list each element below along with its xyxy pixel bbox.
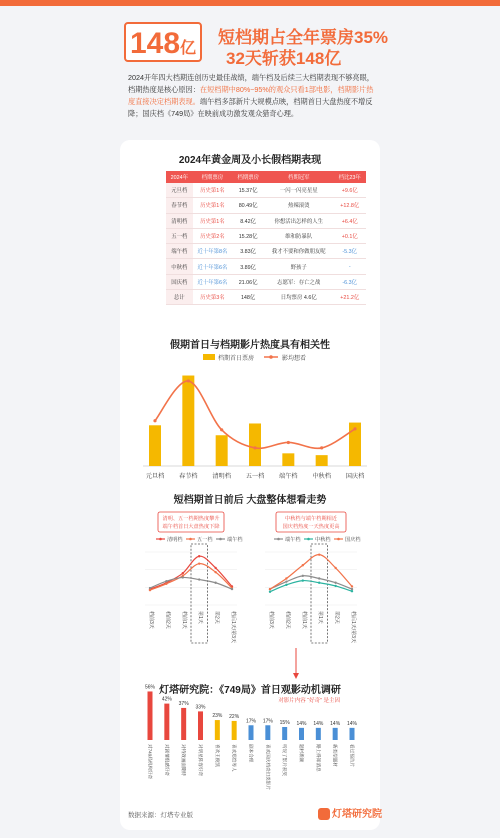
intro-highlight: 在短档期中80%~95%的观众只看1部电影，档期影片热度直接决定档期表现。 <box>128 85 374 106</box>
chart4-value-label: 37% <box>178 700 189 707</box>
chart1-x-tick: 国庆档 <box>345 473 365 480</box>
chart1-bar <box>249 423 261 466</box>
table-cell-box: 8.42亿 <box>232 213 264 228</box>
legend-marker <box>277 538 280 541</box>
series-point <box>302 564 304 566</box>
table-cell-box: 15.37亿 <box>232 183 264 198</box>
series-point <box>149 587 151 589</box>
chart1-title: 假期首日与档期影片热度具有相关性 <box>170 340 330 351</box>
table-cell-period: 中秋档 <box>166 259 193 274</box>
table-cell-rank: 历史第1名 <box>193 183 233 198</box>
table-cell-period: 元旦档 <box>166 183 193 198</box>
chart1-line-point <box>253 446 256 449</box>
legend-marker <box>159 538 162 541</box>
x-tick: 档前2天 <box>164 611 171 629</box>
x-tick: 档前3天 <box>268 611 274 629</box>
x-tick: 第2天 <box>213 611 220 624</box>
chart4-bar <box>198 711 203 740</box>
hero-unit: 亿 <box>180 40 197 57</box>
chart4-x-tick: 剧本合理 <box>248 744 254 763</box>
table-cell-rank: 历史第1名 <box>193 213 233 228</box>
table-header-cell: 档期票房 <box>232 171 264 183</box>
table-cell-period: 春节档 <box>166 198 193 213</box>
chart4-value-label: 14% <box>330 720 341 727</box>
x-tick: 档后1天/第3天 <box>230 611 236 643</box>
series-point <box>285 584 287 586</box>
table-cell-period: 国庆档 <box>166 274 193 289</box>
series-point <box>318 582 320 584</box>
chart4-title: 灯塔研究院：《749局》首日观影动机调研 <box>159 685 341 696</box>
x-tick: 第1天 <box>317 611 324 624</box>
annotation-text: 清明、五一档期热度攀升 <box>162 516 220 522</box>
chart4-bar <box>333 728 338 740</box>
chart4-x-tick: 新类型题材 <box>332 744 338 767</box>
table-cell-diff: +12.8亿 <box>333 198 366 213</box>
table-cell-rank: 历史第2名 <box>193 228 233 243</box>
connector-arrow-head <box>293 673 299 679</box>
series-point <box>334 585 336 587</box>
series-point <box>351 585 353 587</box>
chart1-bar <box>282 453 294 466</box>
table-cell-champion: 你想活出怎样的人生 <box>264 213 333 228</box>
chart1-bar <box>316 455 328 466</box>
chart4-bar <box>215 720 220 740</box>
chart1-x-tick: 五一档 <box>245 473 265 480</box>
chart1-line-point <box>220 428 223 431</box>
table-cell-rank: 历史第3名 <box>193 290 233 305</box>
chart4-value-label: 42% <box>161 696 172 703</box>
legend-label: 五一档 <box>197 537 213 543</box>
series-point <box>214 567 216 569</box>
chart1-line-point <box>353 427 356 430</box>
table-cell-diff: +9.6亿 <box>333 183 366 198</box>
chart4-x-tick: 对剧情很感好奇 <box>164 744 170 777</box>
series-point <box>269 591 271 593</box>
chart4-x-tick: 喜欢郑恺等人 <box>231 744 237 772</box>
chart4-annotation: 对影片内容 “好奇” 是主因 <box>278 698 340 704</box>
chart1-bar <box>149 425 161 466</box>
x-tick: 档前3天 <box>148 611 154 629</box>
table-cell-box: 80.49亿 <box>232 198 264 213</box>
legend-label-line: 影均想看 <box>282 356 307 362</box>
series-point <box>285 577 287 579</box>
series-point <box>165 583 167 585</box>
table-cell-rank: 近十年第6名 <box>193 274 233 289</box>
table-header-cell: 2024年 <box>166 171 193 183</box>
table-cell-diff: +6.4亿 <box>333 213 366 228</box>
series-point <box>198 555 200 557</box>
legend-label: 清明档 <box>167 537 183 543</box>
table-cell-box: 3.83亿 <box>232 244 264 259</box>
series-point <box>198 562 200 564</box>
x-tick: 第1天 <box>197 611 204 624</box>
legend-label: 国庆档 <box>345 537 361 543</box>
table-cell-period: 五一档 <box>166 228 193 243</box>
legend-label-bar: 档期首日票房 <box>218 356 255 362</box>
table-cell-champion: 日均票房 4.6亿 <box>264 290 333 305</box>
legend-marker-line <box>269 355 273 359</box>
table-cell-box: 15.28亿 <box>232 228 264 243</box>
series-point <box>302 579 304 581</box>
table-cell-period: 总计 <box>166 290 193 305</box>
chart4-bar <box>181 708 186 740</box>
chart4-bar <box>282 727 287 740</box>
table-cell-diff: +21.2亿 <box>333 290 366 305</box>
series-point <box>318 577 320 579</box>
series-point <box>351 590 353 592</box>
table-header-cell: 档期冠军 <box>264 171 333 183</box>
table-cell-box: 148亿 <box>232 290 264 305</box>
table-cell-diff: -5.3亿 <box>333 244 366 259</box>
legend-marker <box>307 538 310 541</box>
table-section-title: 2024年黄金周及小长假档期表现 <box>178 155 322 166</box>
chart4-value-label: 14% <box>296 720 307 727</box>
chart1-line-point <box>287 441 290 444</box>
table-cell-diff: +0.1亿 <box>333 228 366 243</box>
chart4-x-tick: 路上得知消息 <box>315 744 321 772</box>
table-cell-box: 21.06亿 <box>232 274 264 289</box>
annotation-text: 中秋档与端午档期相近 <box>285 516 337 522</box>
chart1-line-point <box>320 446 323 449</box>
legend-label: 端午档 <box>285 537 301 543</box>
chart4-x-tick: 听说了影片获奖 <box>282 744 288 777</box>
highlight-box <box>311 544 327 643</box>
chart1-x-tick: 春节档 <box>179 473 198 480</box>
chart4-bar <box>299 728 304 740</box>
chart4-value-label: 56% <box>144 684 156 691</box>
x-tick: 第2天 <box>333 611 340 624</box>
chart1-x-tick: 元旦档 <box>145 473 165 480</box>
chart4-value-label: 15% <box>279 720 290 726</box>
legend-label: 端午档 <box>227 537 243 543</box>
table-cell-champion: 野孩子 <box>264 259 333 274</box>
series-point <box>351 588 353 590</box>
chart4-value-label: 17% <box>262 718 273 725</box>
x-tick: 档后1天/第3天 <box>350 611 356 643</box>
series-point <box>214 582 216 584</box>
table-cell-champion: 我才不要和你做朋友呢 <box>264 244 333 259</box>
x-tick: 档前1天 <box>180 611 187 629</box>
chart4-bar <box>148 691 153 740</box>
chart4-bar <box>350 728 355 740</box>
table-cell-champion: 热辣滚烫 <box>264 198 333 213</box>
table-cell-period: 端午档 <box>166 244 193 259</box>
chart4-value-label: 23% <box>212 713 223 720</box>
chart1-x-tick: 端午档 <box>279 473 298 480</box>
chart4-value-label: 33% <box>195 704 206 711</box>
table-cell-box: 3.89亿 <box>232 259 264 274</box>
chart4-value-label: 22% <box>229 713 240 720</box>
series-point <box>285 580 287 582</box>
chart1-bar <box>216 435 228 466</box>
table-cell-diff: -6.3亿 <box>333 274 366 289</box>
legend-swatch-bar <box>203 354 215 360</box>
chart1-bar <box>182 376 194 466</box>
table-cell-rank: 近十年第8名 <box>193 244 233 259</box>
chart4-x-tick: 题材新颖 <box>299 744 304 763</box>
legend-label: 中秋档 <box>315 537 331 543</box>
chart4-x-tick: 对749局机构好奇 <box>147 744 153 780</box>
series-point <box>214 571 216 573</box>
x-tick: 档前2天 <box>284 611 291 629</box>
series-point <box>318 553 320 555</box>
table-cell-champion: 一闪一闪亮星星 <box>264 183 333 198</box>
chart4-bar <box>249 725 254 740</box>
table-header-cell: 档比23年 <box>333 171 366 183</box>
series-point <box>182 572 184 574</box>
series-point <box>149 589 151 591</box>
intro-part-2: 端午档多部新片大规模点映，档期首日大盘热度不增反降；国庆档《749局》在映前成功激发观众猎奇心理。 <box>128 97 373 118</box>
table-cell-rank: 近十年第6名 <box>193 259 233 274</box>
table-cell-period: 清明档 <box>166 213 193 228</box>
chart4-bar <box>232 721 237 740</box>
hero-line-1: 短档期占全年票房35% <box>218 28 389 47</box>
chart2-title: 短档期首日前后 大盘整体想看走势 <box>173 495 327 506</box>
chart1-line-point <box>153 419 156 422</box>
series-point <box>302 575 304 577</box>
legend-marker <box>337 538 340 541</box>
lighthouse-logo-icon <box>318 808 330 820</box>
footer-logo-text: 灯塔研究院 <box>332 809 382 820</box>
chart4-x-tick: 喜欢王俊凯 <box>214 744 220 767</box>
chart1-line-point <box>187 379 190 382</box>
chart4-value-label: 17% <box>245 718 257 725</box>
annotation-text: 端午档首日大盘热度下降 <box>162 524 220 530</box>
series-point <box>198 578 200 580</box>
chart4-x-tick: 看过预告片 <box>349 744 355 767</box>
legend-marker <box>189 538 192 541</box>
hero-number: 148 <box>129 27 181 60</box>
footer-logo <box>318 805 382 820</box>
x-tick: 档前1天 <box>300 611 307 629</box>
table-header-cell: 档期票房 <box>193 171 233 183</box>
chart4-bar <box>265 725 270 740</box>
intro-part-1: 2024开年四大档期连创历史最佳战绩，端午档及后续三大档期表现不够亮眼，档期热度是核心原因： <box>128 73 374 94</box>
annotation-text: 国庆档热度一天热度更高 <box>282 524 340 530</box>
series-point <box>165 580 167 582</box>
table-cell-champion: 维和防暴队 <box>264 228 333 243</box>
chart1-x-tick: 中秋档 <box>312 473 331 480</box>
chart1-x-tick: 清明档 <box>212 473 231 480</box>
footer-source: 数据来源：灯塔专业版 <box>128 812 193 819</box>
table-cell-rank: 历史第1名 <box>193 198 233 213</box>
chart4-value-label: 14% <box>346 720 358 727</box>
chart4-x-tick: 对特效画面期待 <box>181 744 187 777</box>
series-point <box>182 576 184 578</box>
hero-line-2: 32天斩获148亿 <box>226 49 342 68</box>
chart4-x-tick: 喜欢国庆档奇幻类影片 <box>265 744 271 790</box>
chart4-value-label: 14% <box>313 720 324 727</box>
series-point <box>334 582 336 584</box>
chart4-x-tick: 对明星阵容好奇 <box>198 744 203 777</box>
chart4-bar <box>316 728 321 740</box>
table-cell-champion: 志愿军：存亡之战 <box>264 274 333 289</box>
chart4-bar <box>164 704 169 740</box>
series-point <box>269 588 271 590</box>
table-cell-diff: - <box>333 259 366 274</box>
legend-marker <box>219 538 222 541</box>
series-point <box>334 567 336 569</box>
series-point <box>231 588 233 590</box>
